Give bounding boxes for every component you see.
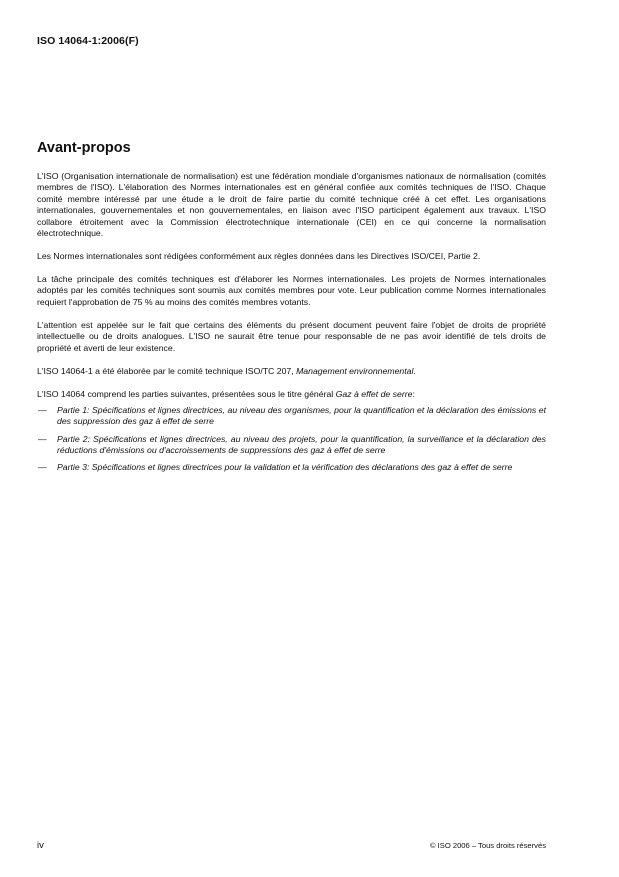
general-title: Gaz à effet de serre bbox=[335, 388, 413, 399]
committee-title: Management environnemental bbox=[296, 365, 414, 376]
parts-list bbox=[37, 405, 546, 474]
list-item-part-1 bbox=[37, 405, 546, 428]
prepared-by-text: L'ISO 14064-1 a été élaborée par le comité technique ISO/TC 207, bbox=[37, 365, 297, 376]
paragraph-prepared-by bbox=[37, 366, 546, 377]
dash-bullet: — bbox=[38, 405, 47, 416]
dash-bullet: — bbox=[38, 462, 47, 473]
page-number: iv bbox=[37, 840, 44, 851]
parts-intro-end: : bbox=[412, 388, 415, 399]
part-2-text: Partie 2: Spécifications et lignes directrices, au niveau des projets, pour la quantification, la surveillance et la déclaration des réductions d'émissions ou d'accroissements de suppressions des gaz à effet de serre bbox=[57, 433, 546, 456]
list-item-part-2 bbox=[37, 434, 546, 457]
foreword-body bbox=[37, 171, 546, 479]
prepared-by-end: . bbox=[413, 365, 416, 376]
paragraph-technical-committees: La tâche principale des comités techniques est d'élaborer les Normes internationales. Les projets de Normes internationales adoptés par les comités techniques sont soumis aux comités membres pour vote. Leur publication comme Normes internationales requiert l'approbation de 75 % au moins des comités membres votants. bbox=[37, 274, 546, 307]
document-id-header: ISO 14064-1:2006(F) bbox=[37, 35, 139, 47]
part-3-text: Partie 3: Spécifications et lignes directrices pour la validation et la vérification des déclarations des gaz à effet de serre bbox=[57, 462, 513, 473]
paragraph-patent-rights: L'attention est appelée sur le fait que certains des éléments du présent document peuvent faire l'objet de droits de propriété intellectuelle ou de droits analogues. L'ISO ne saurait être tenue pour responsable de ne pas avoir identifié de tels droits de propriété et averti de leur existence. bbox=[37, 319, 546, 353]
page-title: Avant-propos bbox=[37, 140, 131, 156]
paragraph-parts-intro bbox=[37, 389, 546, 400]
dash-bullet: — bbox=[38, 433, 47, 444]
parts-intro-text: L'ISO 14064 comprend les parties suivantes, présentées sous le titre général bbox=[37, 388, 336, 399]
paragraph-iso-organisation: L'ISO (Organisation internationale de normalisation) est une fédération mondiale d'organismes nationaux de normalisation (comités membres de l'ISO). L'élaboration des Normes internationales est en général confiée aux comités techniques de l'ISO. Chaque comité membre intéressé par une étude a le droit de faire partie du comité technique créé à cet effet. Les organisations internationales, gouvernementales et non gouvernementales, en liaison avec l'ISO participent également aux travaux. L'ISO collabore étroitement avec la Commission électrotechnique internationale (CEI) en ce qui concerne la normalisation électrotechnique. bbox=[37, 171, 546, 239]
copyright-notice: © ISO 2006 – Tous droits réservés bbox=[429, 841, 546, 850]
list-item-part-3 bbox=[37, 462, 546, 473]
paragraph-directives: Les Normes internationales sont rédigées conformément aux règles données dans les Directives ISO/CEI, Partie 2. bbox=[37, 251, 481, 262]
part-1-text: Partie 1: Spécifications et lignes directrices, au niveau des organismes, pour la quantification et la déclaration des émissions et des suppression des gaz à effet de serre bbox=[57, 405, 546, 427]
